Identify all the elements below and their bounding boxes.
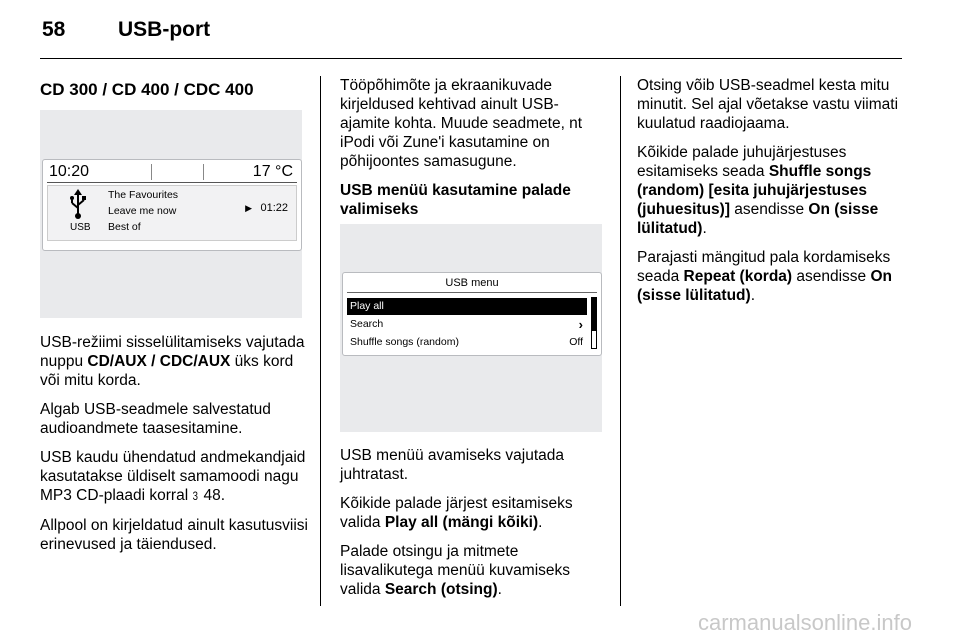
page-reference: 48. (199, 487, 226, 504)
page-number: 58 (42, 18, 66, 41)
text: üks kord või mitu korda. (40, 353, 294, 389)
text: . (750, 287, 755, 304)
track-item-current: Leave me now (108, 205, 177, 217)
menu-item-search (347, 316, 587, 333)
subheading: USB menüü kasutamine palade valimiseks (340, 182, 571, 218)
paragraph: Otsing võib USB-seadmel kesta mitu minutit. Sel ajal võetakse vastu viimati kuulatud raadiojaama. (637, 77, 899, 132)
page-reference-icon: 3 (193, 489, 199, 503)
text: . (702, 220, 707, 237)
scrollbar-thumb (592, 298, 596, 331)
usb-menu-illustration (340, 224, 602, 432)
button-name: CD/AUX / CDC/AUX (87, 353, 231, 370)
paragraph (637, 248, 905, 305)
section-title: CD 300 / CD 400 / CDC 400 (40, 80, 254, 99)
paragraph: Allpool on kirjeldatud ainult kasutusviisi erinevused ja täiendused. (40, 517, 308, 553)
menu-scrollbar (591, 297, 597, 349)
display-track-area (47, 185, 297, 241)
column-2-text-top (340, 76, 602, 229)
menu-title: USB menu (445, 277, 499, 289)
text: Parajasti mängitud pala kordamiseks seada (637, 249, 891, 285)
paragraph: Algab USB-seadmele salvestatud audioandmete taasesitamine. (40, 401, 271, 437)
watermark: carmanualsonline.info (697, 610, 912, 635)
page-title: USB-port (118, 18, 211, 41)
column-1-text (40, 333, 308, 564)
column-divider (320, 76, 321, 606)
column-3-text (637, 76, 905, 315)
display-status-bar (47, 164, 297, 183)
status-divider (151, 164, 152, 180)
menu-item-label: Play all (350, 300, 384, 312)
menu-option-name: Search (otsing) (384, 581, 498, 598)
chevron-right-icon: › (578, 317, 583, 332)
text: Kõikide palade järjest esitamiseks valida (340, 495, 573, 531)
menu-item-value: Off (569, 336, 583, 348)
usb-icon (70, 189, 86, 221)
paragraph (637, 143, 905, 238)
header-divider (40, 58, 902, 59)
paragraph (340, 494, 602, 532)
paragraph (40, 333, 308, 390)
menu-item-play-all (347, 298, 587, 315)
setting-value: On (sisse lülitatud) (637, 201, 879, 237)
setting-value: On (sisse lülitatud) (637, 268, 893, 304)
column-2-text-bottom (340, 446, 602, 609)
text: asendisse (792, 268, 871, 285)
radio-display-screen (42, 159, 302, 251)
display-time: 10:20 (49, 163, 90, 180)
track-item: Best of (108, 221, 141, 233)
menu-option-name: Play all (mängi kõiki) (384, 514, 539, 531)
paragraph: USB menüü avamiseks vajutada juhtratast. (340, 447, 565, 483)
text: USB-režiimi sisselülitamiseks vajutada nuppu (40, 334, 305, 370)
menu-item-shuffle (347, 334, 587, 351)
menu-item-label: Search (350, 318, 384, 330)
track-item: The Favourites (108, 189, 179, 201)
text: . (497, 581, 502, 598)
menu-divider (347, 292, 597, 293)
elapsed-time: 01:22 (260, 202, 288, 214)
usb-menu-screen (342, 272, 602, 356)
column-divider (620, 76, 621, 606)
status-divider (203, 164, 204, 180)
menu-item-label: Shuffle songs (random) (350, 336, 459, 348)
text: . (538, 514, 543, 531)
paragraph: Tööpõhimõte ja ekraanikuvade kirjeldused kehtivad ainult USB-ajamite kohta. Muude seadmete, nt iPodi või Zune'i kasutamine on põhijoontes samasugune. (340, 77, 583, 170)
display-temperature: 17 °C (252, 163, 293, 180)
usb-source-label: USB (70, 222, 91, 233)
text: Palade otsingu ja mitmete lisavalikutega menüü kuvamiseks valida (340, 543, 571, 598)
text: USB kaudu ühendatud andmekandjaid kasutatakse üldiselt samamoodi nagu MP3 CD-plaadi korral (40, 449, 306, 504)
menu-option-name: Repeat (korda) (683, 268, 793, 285)
text: asendisse (730, 201, 809, 218)
play-icon: ▶ (245, 203, 252, 213)
paragraph (340, 542, 602, 599)
menu-option-name: Shuffle songs (random) [esita juhujärjestuses (juhuesitus)] (637, 163, 872, 218)
paragraph (40, 448, 308, 506)
radio-display-illustration (40, 110, 302, 318)
text: Kõikide palade juhujärjestuses esitamiseks seada (637, 144, 847, 180)
